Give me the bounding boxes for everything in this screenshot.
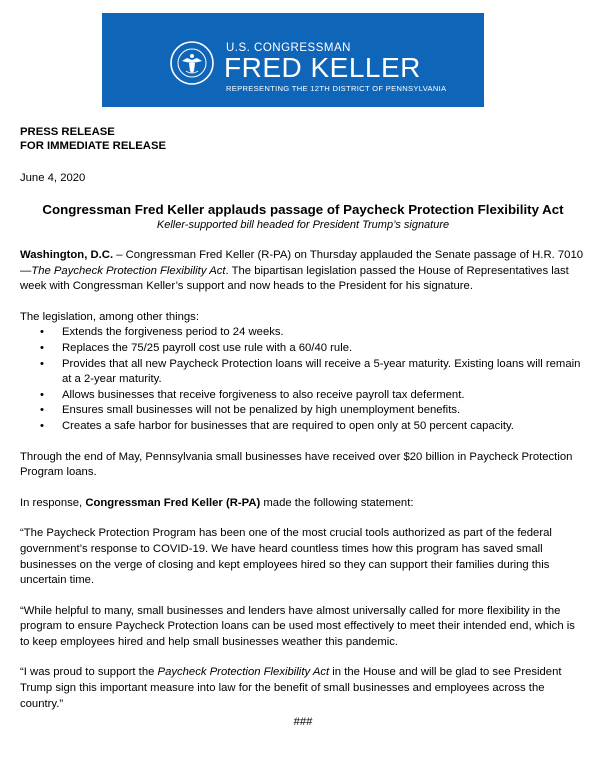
release-date: June 4, 2020: [20, 172, 86, 184]
press-release-label: PRESS RELEASE: [20, 126, 115, 138]
response-paragraph: [20, 496, 586, 512]
header-banner: [102, 13, 484, 107]
quote-paragraph-1: “The Paycheck Protection Program has been one of the most crucial tools authorized as part of the federal government’s response to COVID-19. We have heard countless times how this program has saved small businesses on the verge of closing and kept employees hired so they can support their families during this uncertain time.: [20, 527, 552, 587]
intro-text-b: . The bipartisan legislation passed the House of Representatives last week with Congressman Keller’s support and now heads to the President for his signature.: [20, 264, 569, 293]
banner-district: REPRESENTING THE 12TH DISTRICT OF PENNSYLVANIA: [226, 84, 447, 93]
intro-paragraph: [20, 248, 586, 295]
intro-text-a: – Congressman Fred Keller (R-PA) on Thursday applauded the Senate passage of H.R. 7010—: [20, 249, 584, 277]
response-text-b: made the following statement:: [260, 496, 414, 509]
intro-act-title: The Paycheck Protection Flexibility Act: [31, 264, 226, 277]
list-item: • Ensures small businesses will not be penalized by high unemployment benefits.: [20, 403, 586, 419]
quote-paragraph-2: “While helpful to many, small businesses and lenders have almost universally called for more flexibility in the program to ensure Paycheck Protection loans can be used most effectively to meet their intended end, which is to keep employees hired and help small businesses weather this pandemic.: [20, 604, 575, 648]
dateline: Washington, D.C.: [20, 249, 114, 261]
response-text-a: In response,: [20, 496, 86, 509]
banner-name: FRED KELLER: [224, 52, 421, 83]
banner-title-small: U.S. CONGRESSMAN: [226, 42, 351, 54]
list-item: • Replaces the 75/25 payroll cost use rule with a 60/40 rule.: [20, 341, 586, 357]
legislation-list: [20, 325, 586, 434]
list-intro: The legislation, among other things:: [20, 310, 199, 323]
headline: Congressman Fred Keller applauds passage of Paycheck Protection Flexibility Act: [42, 202, 564, 217]
list-item: • Allows businesses that receive forgiveness to also receive payroll tax deferment.: [20, 388, 586, 404]
immediate-release-label: FOR IMMEDIATE RELEASE: [20, 140, 167, 152]
press-release-document: [20, 125, 586, 729]
list-item: • Creates a safe harbor for businesses that are required to open only at 50 percent capacity.: [20, 419, 586, 435]
response-name: Congressman Fred Keller (R-PA): [85, 496, 261, 509]
list-item: • Provides that all new Paycheck Protection loans will receive a 5-year maturity. Existing loans will remain at a 2-year maturity.: [20, 357, 586, 388]
quote3-text-a: “I was proud to support the: [20, 666, 158, 679]
house-seal-icon: [170, 41, 214, 85]
list-item: • Extends the forgiveness period to 24 weeks.: [20, 325, 586, 341]
quote-paragraph-3: [20, 665, 586, 712]
subheadline: Keller-supported bill headed for President Trump’s signature: [156, 219, 450, 231]
quote3-text-b: in the House and will be glad to see President Trump sign this important measure into law for the benefit of small businesses and employees across the country.”: [20, 666, 562, 710]
quote3-act-title: Paycheck Protection Flexibility Act: [157, 666, 330, 679]
end-mark: ###: [293, 716, 313, 729]
may-paragraph: Through the end of May, Pennsylvania small businesses have received over $20 billion in Paycheck Protection Program loans.: [20, 450, 573, 479]
